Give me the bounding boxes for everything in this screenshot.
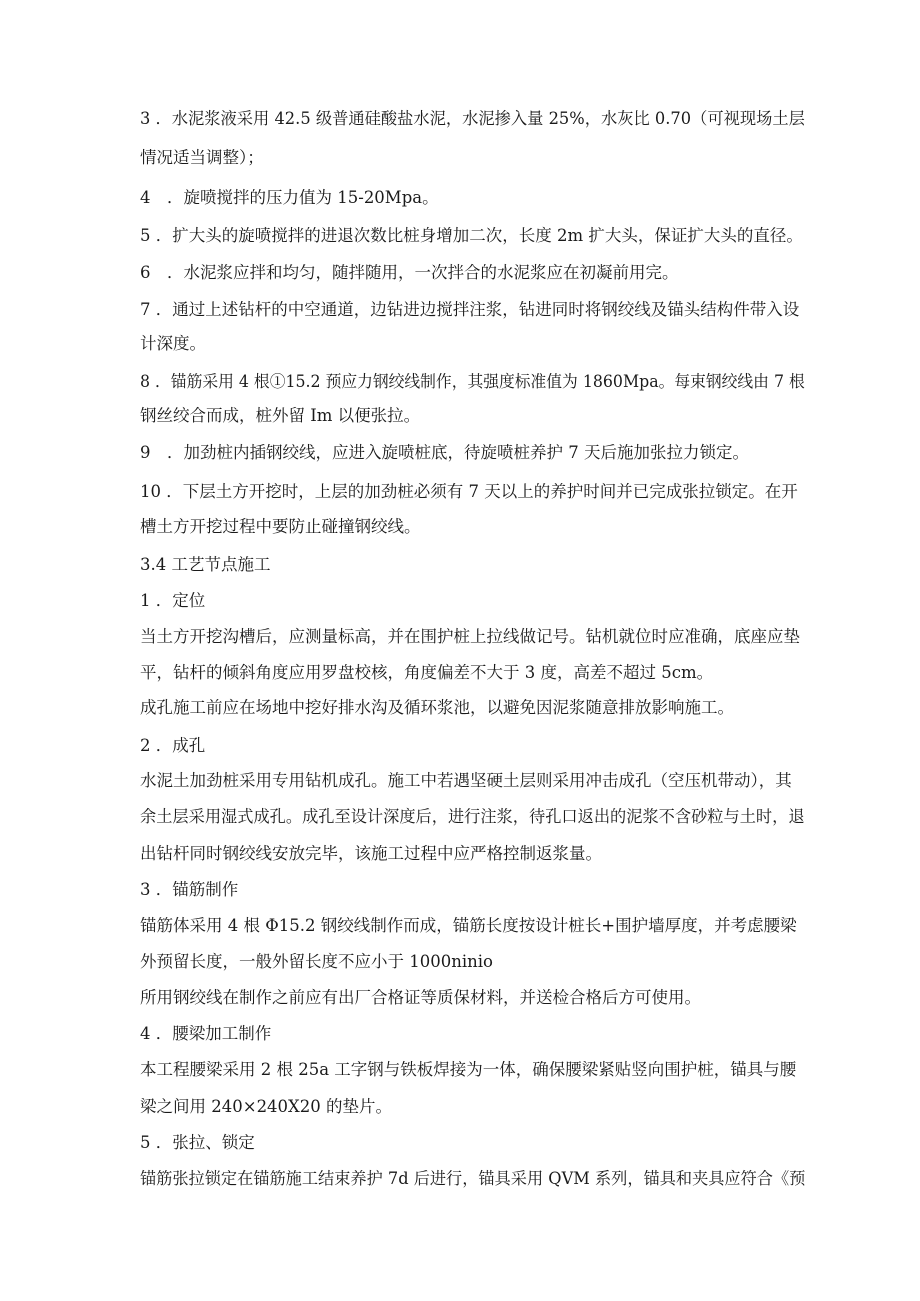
paragraph-item-10-line1: 10 ．下层土方开挖时，上层的加劲桩必须有 7 天以上的养护时间并已完成张拉锁定。在开 [140, 482, 798, 501]
positioning-paragraph-2: 成孔施工前应在场地中挖好排水沟及循环浆池，以避免因泥浆随意排放影响施工。 [140, 698, 734, 717]
anchor-paragraph-2: 所用钢绞线在制作之前应有出厂合格证等质保材料，并送检合格后方可使用。 [140, 988, 701, 1007]
paragraph-item-3-line1: 3 ．水泥浆液采用 42.5 级普通硅酸盐水泥，水泥掺入量 25%，水灰比 0.70（可视现场土层 [140, 109, 805, 128]
subheading-anchor-fabrication: 3 ．锚筋制作 [140, 880, 239, 899]
positioning-paragraph-line1: 当土方开挖沟槽后，应测量标高，并在围护桩上拉线做记号。钻机就位时应准确，底座应垫 [140, 627, 800, 646]
subheading-positioning: 1 ．定位 [140, 591, 206, 610]
anchor-paragraph-line1: 锚筋体采用 4 根 Φ15.2 钢绞线制作而成，锚筋长度按设计桩长+围护墙厚度，并考虑腰梁 [140, 916, 797, 935]
subheading-hole-forming: 2 ．成孔 [140, 736, 206, 755]
hole-forming-paragraph-line2: 余土层采用湿式成孔。成孔至设计深度后，进行注浆，待孔口返出的泥浆不含砂粒与土时，退 [140, 807, 805, 826]
positioning-paragraph-line2: 平，钻杆的倾斜角度应用罗盘校核，角度偏差不大于 3 度，高差不超过 5cm。 [140, 663, 714, 682]
paragraph-item-3-line2: 情况适当调整）； [140, 148, 264, 167]
paragraph-item-7-line1: 7 ．通过上述钻杆的中空通道，边钻进边搅拌注浆，钻进同时将钢绞线及锚头结构件带入设 [140, 300, 800, 319]
paragraph-item-7-line2: 计深度。 [140, 334, 206, 353]
tensioning-paragraph-line1: 锚筋张拉锁定在锚筋施工结束养护 7d 后进行，锚具采用 QVM 系列，锚具和夹具应符合《预 [140, 1169, 806, 1188]
paragraph-item-5: 5 ．扩大头的旋喷搅拌的进退次数比桩身增加二次，长度 2m 扩大头，保证扩大头的直径。 [140, 226, 803, 245]
section-heading-3-4: 3.4 工艺节点施工 [140, 555, 271, 574]
paragraph-item-9: 9 ．加劲桩内插钢绞线，应进入旋喷桩底，待旋喷桩养护 7 天后施加张拉力锁定。 [140, 443, 749, 462]
subheading-tensioning: 5 ．张拉、锁定 [140, 1133, 255, 1152]
paragraph-item-4: 4 ．旋喷搅拌的压力值为 15-20Mpa。 [140, 188, 439, 207]
anchor-paragraph-line2: 外预留长度，一般外留长度不应小于 1000ninio [140, 952, 493, 971]
waist-beam-paragraph-line1: 本工程腰梁采用 2 根 25a 工字钢与铁板焊接为一体，确保腰梁紧贴竖向围护桩，锚具与腰 [140, 1060, 797, 1079]
paragraph-item-8-line1: 8 ．锚筋采用 4 根①15.2 预应力钢绞线制作，其强度标准值为 1860Mpa。每束钢绞线由 7 根 [140, 372, 805, 391]
paragraph-item-8-line2: 钢丝绞合而成，桩外留 Im 以便张拉。 [140, 406, 421, 425]
hole-forming-paragraph-line3: 出钻杆同时钢绞线安放完毕，该施工过程中应严格控制返浆量。 [140, 844, 602, 863]
waist-beam-paragraph-line2: 梁之间用 240×240X20 的垫片。 [140, 1097, 393, 1116]
hole-forming-paragraph-line1: 水泥土加劲桩采用专用钻机成孔。施工中若遇坚硬土层则采用冲击成孔（空压机带动），其 [140, 771, 792, 790]
paragraph-item-10-line2: 槽土方开挖过程中要防止碰撞钢绞线。 [140, 517, 421, 536]
subheading-waist-beam: 4 ．腰梁加工制作 [140, 1024, 272, 1043]
paragraph-item-6: 6 ．水泥浆应拌和均匀，随拌随用，一次拌合的水泥浆应在初凝前用完。 [140, 263, 679, 282]
